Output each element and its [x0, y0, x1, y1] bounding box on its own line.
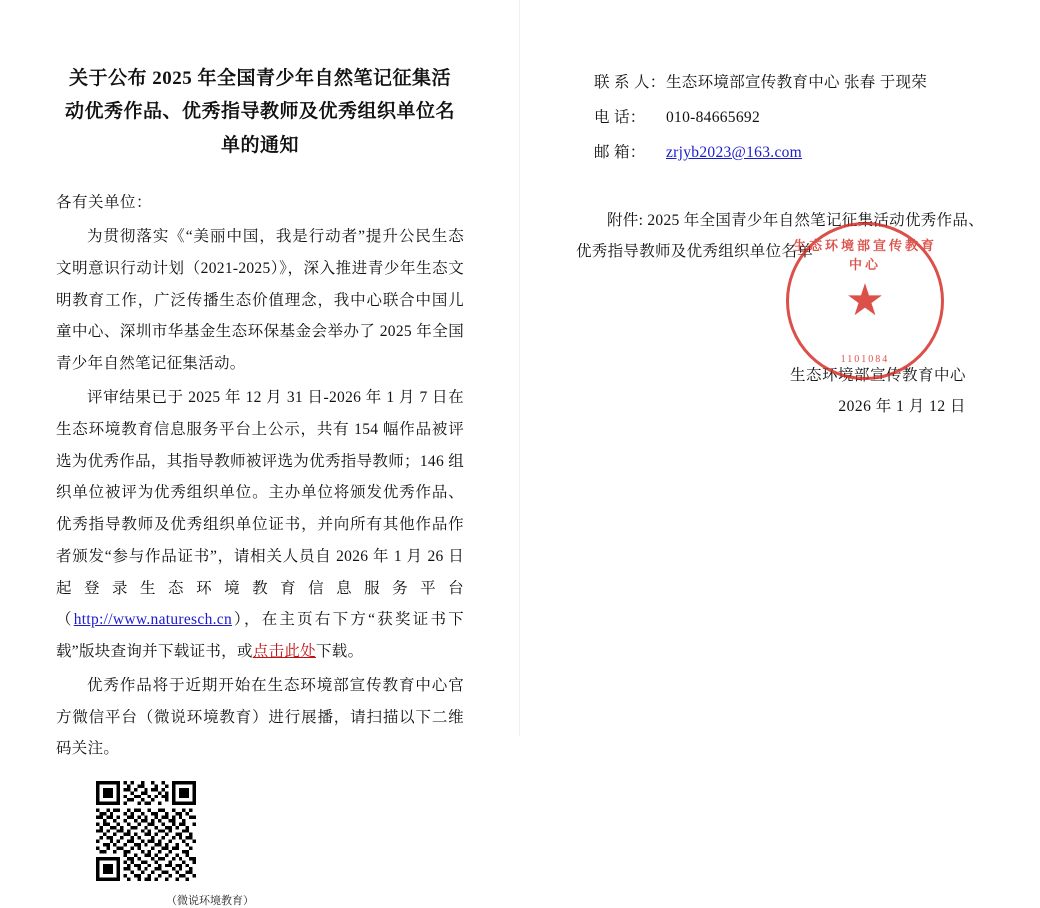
contact-label-email: 邮 箱： — [594, 143, 646, 161]
signature-date: 2026 年 1 月 12 日 — [838, 398, 966, 416]
contact-row-phone — [576, 101, 984, 136]
body-paragraph-3: 优秀作品将于近期开始在生态环境部宣传教育中心官方微信平台（微说环境教育）进行展播，请扫描以下二维码关注。 — [56, 676, 464, 758]
contact-block — [576, 66, 984, 171]
para2-middle: ），在主页右下方“获奖证书下载”版块查询并下载证书，或 — [56, 611, 464, 661]
seal-top-text: 生态环境部宣传教育中心 — [792, 238, 937, 272]
qr-caption: （微说环境教育） — [166, 895, 254, 908]
platform-url-link[interactable]: http://www.naturesch.cn — [73, 611, 233, 629]
body-paragraph-2 — [56, 382, 464, 668]
email-link[interactable]: zrjyb2023@163.com — [666, 143, 803, 161]
qr-code-image — [96, 781, 196, 881]
signature-block — [576, 360, 984, 422]
salutation: 各有关单位： — [56, 193, 153, 211]
contact-value-person: 生态环境部宣传教育中心 张春 于现荣 — [666, 74, 928, 91]
contact-label-phone: 电 话： — [594, 108, 646, 126]
contact-label-person: 联 系 人： — [594, 74, 666, 91]
right-column — [520, 0, 1040, 736]
para2-after: 下载。 — [315, 643, 364, 661]
contact-row-email — [576, 136, 984, 171]
click-here-link[interactable]: 点击此处 — [252, 643, 316, 661]
contact-row-person — [576, 66, 984, 101]
seal-star-icon: ★ — [845, 276, 885, 325]
signature-organization: 生态环境部宣传教育中心 — [789, 367, 966, 385]
contact-value-phone: 010-84665692 — [666, 108, 761, 126]
body-paragraph-1: 为贯彻落实《“美丽中国，我是行动者”提升公民生态文明意识行动计划（2021-2025）》，深入推进青少年生态文明教育工作，广泛传播生态价值理念，我中心联合中国儿童中心、深圳市华基金生态环保基金会举办了 2025 年全国青少年自然笔记征集活动。 — [56, 228, 464, 373]
page-title: 关于公布 2025 年全国青少年自然笔记征集活动优秀作品、优秀指导教师及优秀组织单位名单的通知 — [64, 68, 455, 156]
seal-bottom-text: 1101084 — [840, 354, 890, 365]
para2-before-link: 评审结果已于 2025 年 12 月 31 日-2026 年 1 月 7 日在生态环境教育信息服务平台上公示，共有 154 幅作品被评选为优秀作品，其指导教师被评选为优秀指导教师；146 组织单位被评为优秀组织单位。主办单位将颁发优秀作品、优秀指导教师及优秀组织单位证书，并向所有其他作品作者颁发“参与作品证书”，请相关人员自 2026 年 1 月 26 日起登录生态环境教育信息服务平台（ — [56, 389, 464, 629]
attachment-note: 附件: 2025 年全国青少年自然笔记征集活动优秀作品、优秀指导教师及优秀组织单位名单 — [576, 211, 984, 261]
qr-code-block — [96, 781, 254, 908]
